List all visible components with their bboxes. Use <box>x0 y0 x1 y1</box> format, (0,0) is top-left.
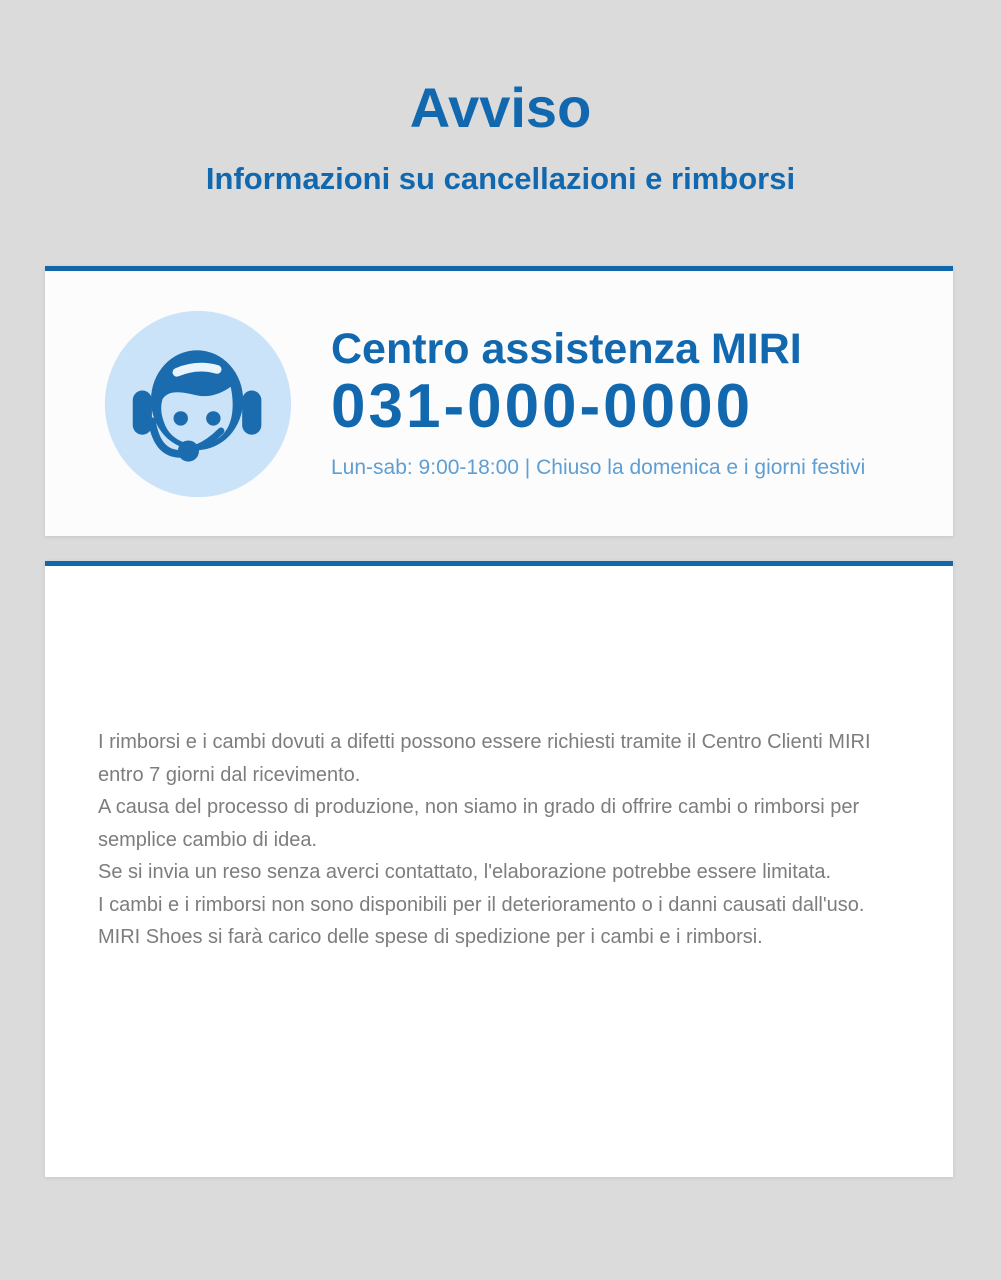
page-title: Avviso <box>409 76 592 139</box>
support-agent-headset-icon <box>102 308 294 500</box>
policy-paragraph: A causa del processo di produzione, non siamo in grado di offrire cambi o rimborsi per semplice cambio di idea. <box>98 796 860 851</box>
refund-policy-text <box>98 726 906 954</box>
support-contact-card <box>45 266 953 536</box>
page-header <box>0 0 1001 197</box>
policy-paragraph: Se si invia un reso senza averci contattato, l'elaborazione potrebbe essere limitata. <box>98 861 832 883</box>
policy-paragraph: I rimborsi e i cambi dovuti a difetti possono essere richiesti tramite il Centro Clienti MIRI entro 7 giorni dal ricevimento. <box>98 731 871 786</box>
refund-policy-card <box>45 561 953 1177</box>
page-subtitle: Informazioni su cancellazioni e rimborsi <box>205 161 796 196</box>
contact-info <box>331 325 865 482</box>
support-hours: Lun-sab: 9:00-18:00 | Chiuso la domenica e i giorni festivi <box>331 456 866 479</box>
support-phone-number: 031-000-0000 <box>331 372 754 441</box>
policy-paragraph: MIRI Shoes si farà carico delle spese di spedizione per i cambi e i rimborsi. <box>98 926 763 948</box>
support-center-title: Centro assistenza MIRI <box>331 325 802 373</box>
policy-paragraph: I cambi e i rimborsi non sono disponibili per il deterioramento o i danni causati dall'uso. <box>98 893 865 916</box>
